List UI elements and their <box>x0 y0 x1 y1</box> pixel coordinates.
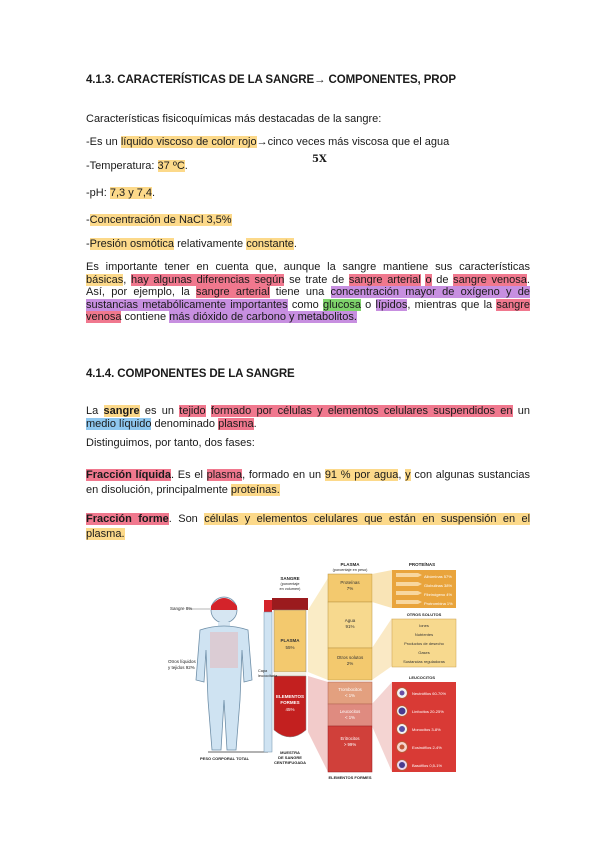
two-phases-text: Distinguimos, por tanto, dos fases: <box>86 437 255 449</box>
label-leucocitos-title: LEUCOCITOS <box>408 675 436 680</box>
characteristic-temperature: -Temperatura: 37 ºC. <box>86 160 188 172</box>
label-fibrinogeno: Fibrinógeno 4% <box>424 592 453 597</box>
label-agua: Agua <box>344 618 356 623</box>
label-otros-solutos: Otros solutos <box>336 655 364 660</box>
label-neutrofilos: Neutrófilos 60-70% <box>412 691 447 696</box>
tube-plasma-pct: 55% <box>285 645 295 650</box>
label-leucocitos: Leucocitos <box>339 709 361 714</box>
label-plasma-col-sub: (porcentaje en peso) <box>332 568 368 572</box>
tube-elem-label-2: FORMES <box>280 700 300 705</box>
handwritten-annotation-5x: 5X <box>312 154 327 165</box>
label-nutrientes: Nutrientes <box>414 632 434 637</box>
label-eritrocitos: Eritrocitos <box>340 736 360 741</box>
label-muestra-2: DE SANGRE <box>278 755 302 760</box>
label-sangre-sub1: (porcentaje <box>280 582 300 586</box>
label-globulinas: Globulinas 38% <box>424 583 453 588</box>
liquid-fraction: Fracción líquida. Es el plasma, formado en un 91 % por agua, y con algunas sustancias en disolución, principalmente proteínas. <box>86 469 530 496</box>
label-eosinofilos: Eosinófilos 2-4% <box>412 745 442 750</box>
label-other-liquids-1: Otros líquidos <box>168 659 196 664</box>
label-leuc-pct: < 1% <box>345 715 355 720</box>
section-heading-4-1-4: 4.1.4. COMPONENTES DE LA SANGRE <box>86 368 295 380</box>
label-sangre-sub2: en volumen) <box>279 587 301 591</box>
characteristics-intro: Características fisicoquímicas más destacadas de la sangre: <box>86 113 382 125</box>
label-sangre: SANGRE <box>280 576 300 581</box>
blood-definition: La sangre es un tejido formado por células y elementos celulares suspendidos en un medio líquido denominado plasma. <box>86 405 531 430</box>
label-linfocitos: Linfocitos 20-25% <box>412 709 444 714</box>
label-monocitos: Monocitos 3-8% <box>412 727 441 732</box>
label-productos-desecho: Productos de desecho <box>404 641 444 646</box>
section-heading-4-1-3: 4.1.3. CARACTERÍSTICAS DE LA SANGRE→ COMPONENTES, PROP <box>86 74 456 86</box>
label-trombocitos: Trombocitos <box>338 687 362 692</box>
label-muestra-3: CENTRIFUGADA <box>274 760 306 765</box>
label-proteinas-pct: 7% <box>346 586 354 591</box>
label-leucocitaria: leucocitaria <box>258 674 278 678</box>
label-sustancias: Sustancias reguladoras <box>403 659 445 664</box>
label-basofilos: Basófilos 0,5-1% <box>412 763 443 768</box>
characteristic-osmotic-pressure: -Presión osmótica relativamente constante. <box>86 238 297 250</box>
tube-plasma-label: PLASMA <box>280 638 300 643</box>
label-proteinas-col: PROTEÍNAS <box>408 562 436 567</box>
label-other-liquids-2: y tejidos 92% <box>168 665 195 670</box>
label-tromb-pct: < 1% <box>345 693 355 698</box>
label-otros-pct: 2% <box>346 661 354 666</box>
centrifuged-tube-illustration <box>272 598 308 737</box>
label-otros-solutos-title: OTROS SOLUTOS <box>406 612 442 617</box>
label-agua-pct: 91% <box>345 624 355 629</box>
formed-fraction: Fracción forme. Son células y elementos celulares que están en suspensión en el plasma. <box>86 513 531 540</box>
label-capa: Capa <box>258 669 268 673</box>
label-erit-pct: > 99% <box>343 742 357 747</box>
label-plasma-col: PLASMA <box>340 562 360 567</box>
label-albuminas: Albúminas 57% <box>424 574 452 579</box>
characteristic-nacl: -Concentración de NaCl 3,5% <box>86 214 232 226</box>
arterial-venous-paragraph: Es importante tener en cuenta que, aunque la sangre mantiene sus características básicas, hay algunas diferencias según se trate de sangre arterial o de sangre venosa. Así, por ejemplo, la sangre arterial tiene una concentración mayor de oxígeno y de sustancias metabólicamente importantes como glucosa o lípidos, mientras que la sangre venosa contiene más dióxido de carbono y metabolitos. <box>86 261 531 323</box>
label-elementos-formes: ELEMENTOS FORMES <box>328 775 372 780</box>
tube-elem-pct: 45% <box>285 707 295 712</box>
label-body-weight: PESO CORPORAL TOTAL <box>200 756 250 761</box>
label-iones: Iones <box>419 623 429 628</box>
label-muestra-1: MUESTRA <box>280 750 300 755</box>
blood-composition-figure <box>160 560 480 782</box>
label-proteinas: Proteínas <box>340 580 360 585</box>
label-gases: Gases <box>418 650 430 655</box>
characteristic-viscosity: -Es un líquido viscoso de color rojo→cinco veces más viscosa que el agua <box>86 136 450 148</box>
tube-elem-label-1: ELEMENTOS <box>276 694 304 699</box>
label-blood-8: Sangre 8% <box>170 606 193 611</box>
characteristic-ph: -pH: 7,3 y 7,4. <box>86 187 156 199</box>
label-protrombina: Protrombina 1% <box>424 601 453 606</box>
